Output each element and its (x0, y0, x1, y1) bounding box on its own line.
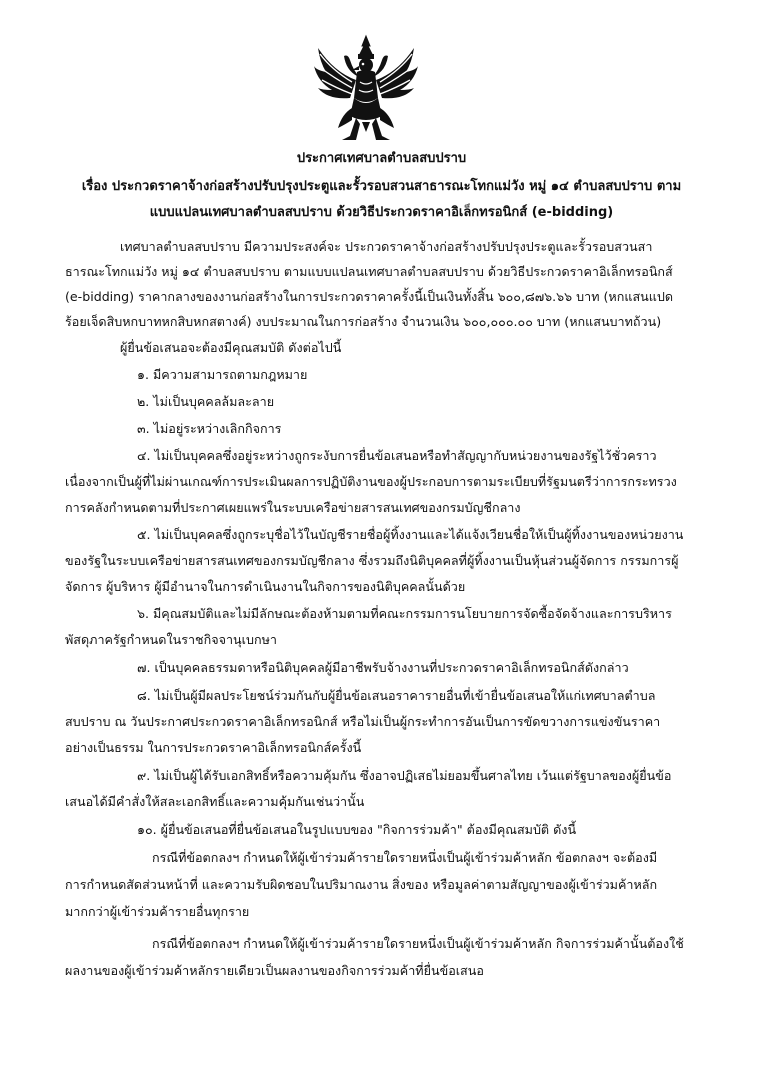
qualification-item-9-line-1: ๙. ไม่เป็นผู้ได้รับเอกสิทธิ์หรือความคุ้มกัน ซึ่งอาจปฏิเสธไม่ยอมขึ้นศาลไทย เว้นแต่รัฐบาลของผู้ยื่นข้อ (137, 768, 672, 783)
intro-line-3: (e-bidding) ราคากลางของงานก่อสร้างในการประกวดราคาครั้งนี้เป็นเงินทั้งสิ้น ๖๐๐,๘๗๖.๖๖ บาท (หกแสนแปด (65, 289, 674, 304)
qualification-item-5-line-3: จัดการ ผู้บริหาร ผู้มีอำนาจในการดำเนินงานในกิจการของนิติบุคคลนั้นด้วย (65, 579, 466, 594)
qualification-item-6-line-1: ๖. มีคุณสมบัติและไม่มีลักษณะต้องห้ามตามที่คณะกรรมการนโยบายการจัดซื้อจัดจ้างและการบริหาร (137, 606, 672, 621)
qualification-item-10: ๑๐. ผู้ยื่นข้อเสนอที่ยื่นข้อเสนอในรูปแบบของ "กิจการร่วมค้า" ต้องมีคุณสมบัติ ดังนี้ (137, 822, 577, 837)
announcement-subject-line-2: แบบแปลนเทศบาลตำบลสบปราบ ด้วยวิธีประกวดราคาอิเล็กทรอนิกส์ (e-bidding) (149, 205, 614, 220)
intro-line-4: ร้อยเจ็ดสิบหกบาทหกสิบหกสตางค์) งบประมาณในการก่อสร้าง จำนวนเงิน ๖๐๐,๐๐๐.๐๐ บาท (หกแสนบาทถ้วน) (65, 314, 662, 329)
qualification-item-8-line-3: อย่างเป็นธรรม ในการประกวดราคาอิเล็กทรอนิกส์ครั้งนี้ (65, 740, 362, 755)
qualification-item-5-line-2: ของรัฐในระบบเครือข่ายสารสนเทศของกรมบัญชีกลาง ซึ่งรวมถึงนิติบุคคลที่ผู้ทิ้งงานเป็นหุ้นส่วนผู้จัดการ กรรมการผู้ (65, 553, 679, 568)
qualification-item-2: ๒. ไม่เป็นบุคคลล้มละลาย (137, 394, 275, 409)
qualification-item-6-line-2: พัสดุภาครัฐกำหนดในราชกิจจานุเบกษา (65, 632, 277, 647)
qualification-item-4-line-3: การคลังกำหนดตามที่ประกาศเผยแพร่ในระบบเครือข่ายสารสนเทศของกรมบัญชีกลาง (65, 500, 521, 515)
qualification-item-9-line-2: เสนอได้มีคำสั่งให้สละเอกสิทธิ์และความคุ้มกันเช่นว่านั้น (65, 794, 365, 809)
intro-line-5: ผู้ยื่นข้อเสนอจะต้องมีคุณสมบัติ ดังต่อไปนี้ (120, 340, 342, 355)
qualification-item-8-line-2: สบปราบ ณ วันประกาศประกวดราคาอิเล็กทรอนิกส์ หรือไม่เป็นผู้กระทำการอันเป็นการขัดขวางการแข่งขันราคา (65, 714, 661, 729)
announcement-subject-line-1: เรื่อง ประกวดราคาจ้างก่อสร้างปรับปรุงประตูและรั้วรอบสวนสาธารณะโทกแม่วัง หมู่ ๑๔ ตำบลสบปราบ ตาม (81, 179, 682, 194)
qualification-item-4-line-1: ๔. ไม่เป็นบุคคลซึ่งอยู่ระหว่างถูกระงับการยื่นข้อเสนอหรือทำสัญญากับหน่วยงานของรัฐไว้ชั่วคราว (137, 448, 657, 463)
joint-venture-case-1-line-3: มากกว่าผู้เข้าร่วมค้ารายอื่นทุกราย (65, 904, 250, 919)
garuda-emblem (312, 32, 420, 144)
announcement-org-line: ประกาศเทศบาลตำบลสบปราบ (296, 151, 467, 166)
intro-line-1: เทศบาลตำบลสบปราบ มีความประสงค์จะ ประกวดราคาจ้างก่อสร้างปรับปรุงประตูและรั้วรอบสวนสา (120, 239, 653, 254)
qualification-item-8-line-1: ๘. ไม่เป็นผู้มีผลประโยชน์ร่วมกันกับผู้ยื่นข้อเสนอราคารายอื่นที่เข้ายื่นข้อเสนอให้แก่เทศบาลตำบล (137, 688, 656, 703)
intro-line-2: ธารณะโทกแม่วัง หมู่ ๑๔ ตำบลสบปราบ ตามแบบแปลนเทศบาลตำบลสบปราบ ด้วยวิธีประกวดราคาอิเล็กทรอนิกส์ (65, 264, 673, 279)
joint-venture-case-2-line-1: กรณีที่ข้อตกลงฯ กำหนดให้ผู้เข้าร่วมค้ารายใดรายหนึ่งเป็นผู้เข้าร่วมค้าหลัก กิจการร่วมค้านั้นต้องใช้ (152, 936, 684, 951)
qualification-item-7: ๗. เป็นบุคคลธรรมดาหรือนิติบุคคลผู้มีอาชีพรับจ้างงานที่ประกวดราคาอิเล็กทรอนิกส์ดังกล่าว (137, 660, 629, 675)
qualification-item-3: ๓. ไม่อยู่ระหว่างเลิกกิจการ (137, 421, 282, 436)
joint-venture-case-2-line-2: ผลงานของผู้เข้าร่วมค้าหลักรายเดียวเป็นผลงานของกิจการร่วมค้าที่ยื่นข้อเสนอ (65, 963, 484, 978)
qualification-item-1: ๑. มีความสามารถตามกฎหมาย (137, 367, 308, 382)
qualification-item-5-line-1: ๕. ไม่เป็นบุคคลซึ่งถูกระบุชื่อไว้ในบัญชีรายชื่อผู้ทิ้งงานและได้แจ้งเวียนชื่อให้เป็นผู้ทิ้งงานของหน่วยงาน (137, 527, 684, 542)
joint-venture-case-1-line-1: กรณีที่ข้อตกลงฯ กำหนดให้ผู้เข้าร่วมค้ารายใดรายหนึ่งเป็นผู้เข้าร่วมค้าหลัก ข้อตกลงฯ จะต้องมี (152, 850, 658, 865)
joint-venture-case-1-line-2: การกำหนดสัดส่วนหน้าที่ และความรับผิดชอบในปริมาณงาน สิ่งของ หรือมูลค่าตามสัญญาของผู้เข้าร่วมค้าหลัก (65, 877, 658, 892)
qualification-item-4-line-2: เนื่องจากเป็นผู้ที่ไม่ผ่านเกณฑ์การประเมินผลการปฏิบัติงานของผู้ประกอบการตามระเบียบที่รัฐมนตรีว่าการกระทรวง (65, 474, 677, 489)
